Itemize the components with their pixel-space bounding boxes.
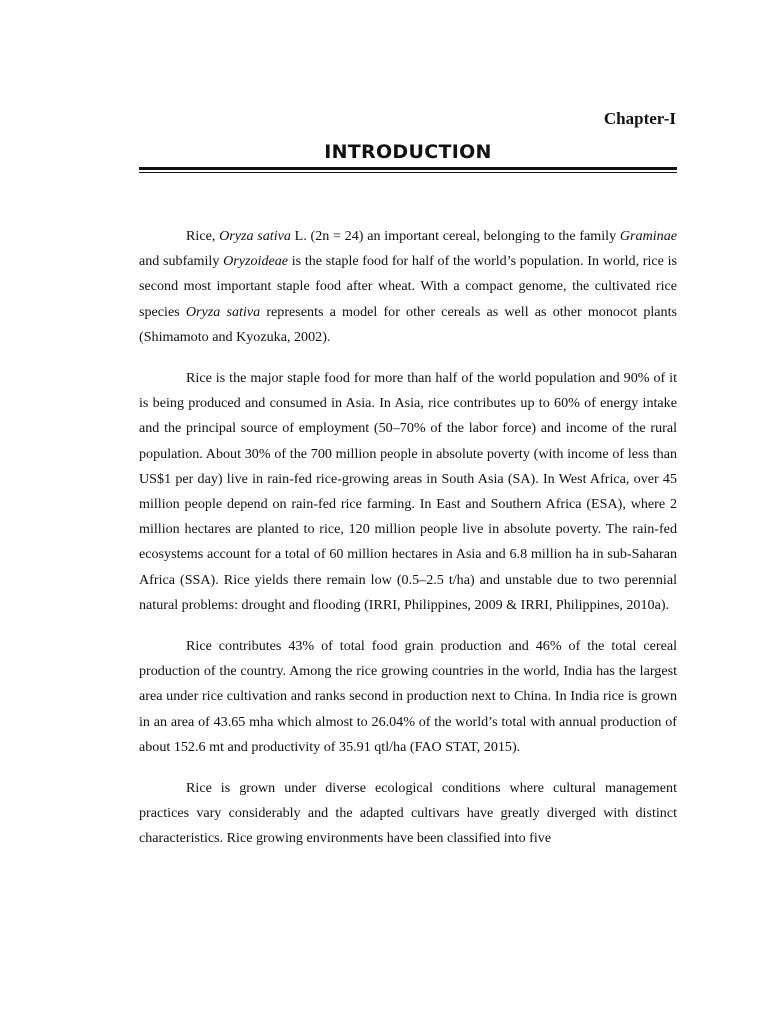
text-segment: Rice is the major staple food for more than half of the world population and 90% of it is being produced and consumed in Asia. In Asia, rice contributes up to 60% of energy intake and the principal source of employment (50–70% of the labor force) and income of the rural population. About 30% of the 700 million people in absolute poverty (with income of less than US$1 per day) live in rain-fed rice-growing areas in South Asia (SA). In West Africa, over 45 million people depend on rain-fed rice farming. In East and Southern Africa (ESA), where 2 million hectares are planted to rice, 120 million people live in absolute poverty. The rain-fed ecosystems account for a total of 60 million hectares in Asia and 6.8 million ha in sub-Saharan Africa (SSA). Rice yields there remain low (0.5–2.5 t/ha) and unstable due to two perennial natural problems: drought and flooding (IRRI, Philippines, 2009 & IRRI, Philippines, 2010a).: [139, 370, 677, 613]
paragraph-4: [139, 776, 677, 852]
body-text: [139, 224, 677, 868]
subfamily-name-italic: Oryzoideae: [223, 253, 289, 270]
text-segment: Rice contributes 43% of total food grain production and 46% of the total cereal production of the country. Among the rice growing countries in the world, India has the largest area under rice cultivation and ranks second in production next to China. In India rice is grown in an area of 43.65 mha which almost to 26.04% of the world’s total with annual production of about 152.6 mt and productivity of 35.91 qtl/ha (FAO STAT, 2015).: [139, 638, 677, 755]
species-name-italic: Oryza sativa: [185, 303, 261, 320]
chapter-title: INTRODUCTION: [324, 141, 492, 163]
chapter-label: Chapter-I: [603, 109, 676, 128]
title-underline-thick: [139, 167, 677, 170]
title-underline-thin: [139, 172, 677, 173]
paragraph-2: [139, 366, 677, 618]
text-segment: Rice,: [186, 228, 220, 244]
text-segment: represents a model for other cereals as well as other monocot plants (Shimamoto and Kyozuka, 2002).: [139, 303, 677, 345]
paragraph-1: [139, 224, 677, 350]
family-name-italic: Graminae: [619, 228, 678, 244]
paragraph-3: [139, 634, 677, 760]
text-segment: is the staple food for half of the world’s population. In world, rice is second most important staple food after wheat. With a compact genome, the cultivated rice species: [139, 253, 678, 320]
text-segment: and subfamily: [139, 253, 224, 270]
species-name-italic: Oryza sativa: [219, 228, 291, 244]
text-segment: L. (2n = 24) an important cereal, belonging to the family: [290, 228, 620, 244]
text-segment: Rice is grown under diverse ecological conditions where cultural management practices vary considerably and the adapted cultivars have greatly diverged with distinct characteristics. Rice growing environments have been classified into five: [139, 780, 677, 847]
